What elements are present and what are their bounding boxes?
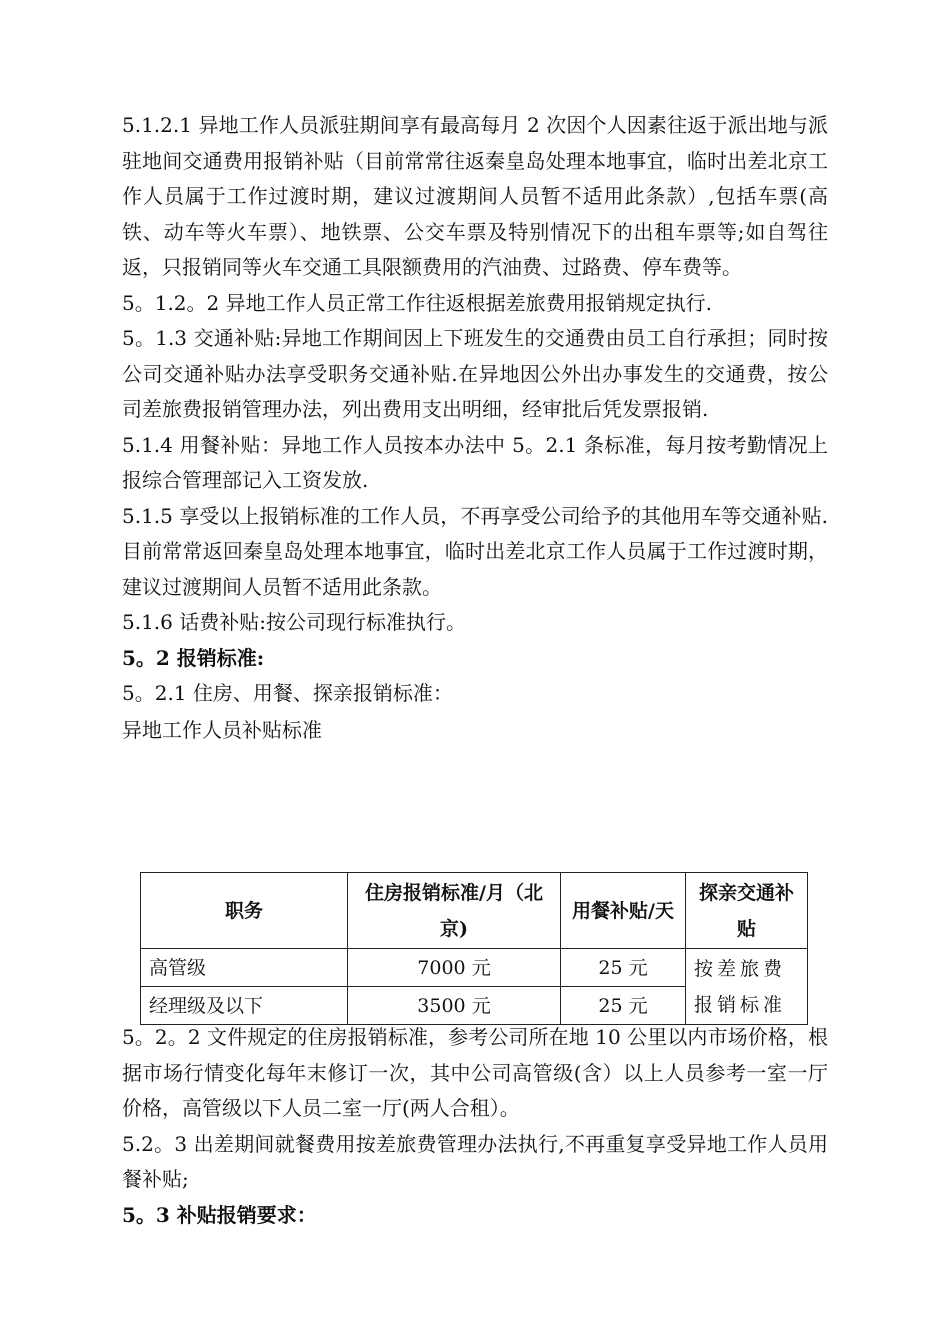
table-row (141, 949, 808, 987)
paragraph-5-1-5: 5.1.5 享受以上报销标准的工作人员，不再享受公司给予的其他用车等交通补贴.目前常常返回秦皇岛处理本地事宜，临时出差北京工作人员属于工作过渡时期，建议过渡期间人员暂不适用此条款。 (122, 503, 828, 599)
paragraph-5-2-2: 5。2。2 文件规定的住房报销标准，参考公司所在地 10 公里以内市场价格，根据市场行情变化每年末修订一次，其中公司高管级(含）以上人员参考一室一厅价格，高管级以下人员二室一厅(两人合租）。 (122, 1025, 828, 1120)
table-header-row (141, 873, 808, 949)
cell-housing: 7000 元 (348, 949, 561, 987)
header-family-travel: 探亲交通补贴 (686, 873, 808, 949)
table-caption: 异地工作人员补贴标准 (122, 717, 322, 742)
paragraph-5-1-2-1: 5.1.2.1 异地工作人员派驻期间享有最高每月 2 次因个人因素往返于派出地与派驻地间交通费用报销补贴（目前常常往返秦皇岛处理本地事宜，临时出差北京工作人员属于工作过渡时期，建议过渡期间人员暂不适用此条款）,包括车票(高铁、动车等火车票）、地铁票、公交车票及特别情况下的出租车票等;如自驾往返，只报销同等火车交通工具限额费用的汽油费、过路费、停车费等。 (122, 113, 828, 279)
paragraph-5-2-3: 5.2。3 出差期间就餐费用按差旅费管理办法执行,不再重复享受异地工作人员用餐补贴; (122, 1131, 828, 1191)
header-meal: 用餐补贴/天 (561, 873, 686, 949)
paragraph-5-2-1: 5。2.1 住房、用餐、探亲报销标准： (122, 681, 453, 705)
header-position: 职务 (141, 873, 348, 949)
document-body-continued (122, 1020, 828, 1233)
paragraph-5-1-6: 5.1.6 话费补贴:按公司现行标准执行。 (122, 610, 466, 634)
document-body (122, 108, 828, 762)
paragraph-5-1-4: 5.1.4 用餐补贴：异地工作人员按本办法中 5。2.1 条标准，每月按考勤情况上报综合管理部记入工资发放. (122, 432, 828, 492)
paragraph-5-1-2-2: 5。1.2。2 异地工作人员正常工作往返根据差旅费用报销规定执行. (122, 290, 712, 315)
heading-5-3: 5。3 补贴报销要求： (122, 1202, 317, 1227)
subsidy-table (140, 872, 808, 1025)
cell-position: 经理级及以下 (141, 987, 348, 1025)
cell-meal: 25 元 (561, 949, 686, 987)
cell-position: 高管级 (141, 949, 348, 987)
paragraph-5-1-3: 5。1.3 交通补贴:异地工作期间因上下班发生的交通费由员工自行承担；同时按公司交通补贴办法享受职务交通补贴.在异地因公外出办事发生的交通费，按公司差旅费报销管理办法，列出费用支出明细，经审批后凭发票报销. (122, 326, 828, 421)
cell-housing: 3500 元 (348, 987, 561, 1025)
header-housing: 住房报销标准/月（北京) (348, 873, 561, 949)
heading-5-2: 5。2 报销标准: (122, 645, 265, 670)
cell-family-travel-note: 按差旅费报销标准 (686, 949, 808, 1025)
cell-meal: 25 元 (561, 987, 686, 1025)
